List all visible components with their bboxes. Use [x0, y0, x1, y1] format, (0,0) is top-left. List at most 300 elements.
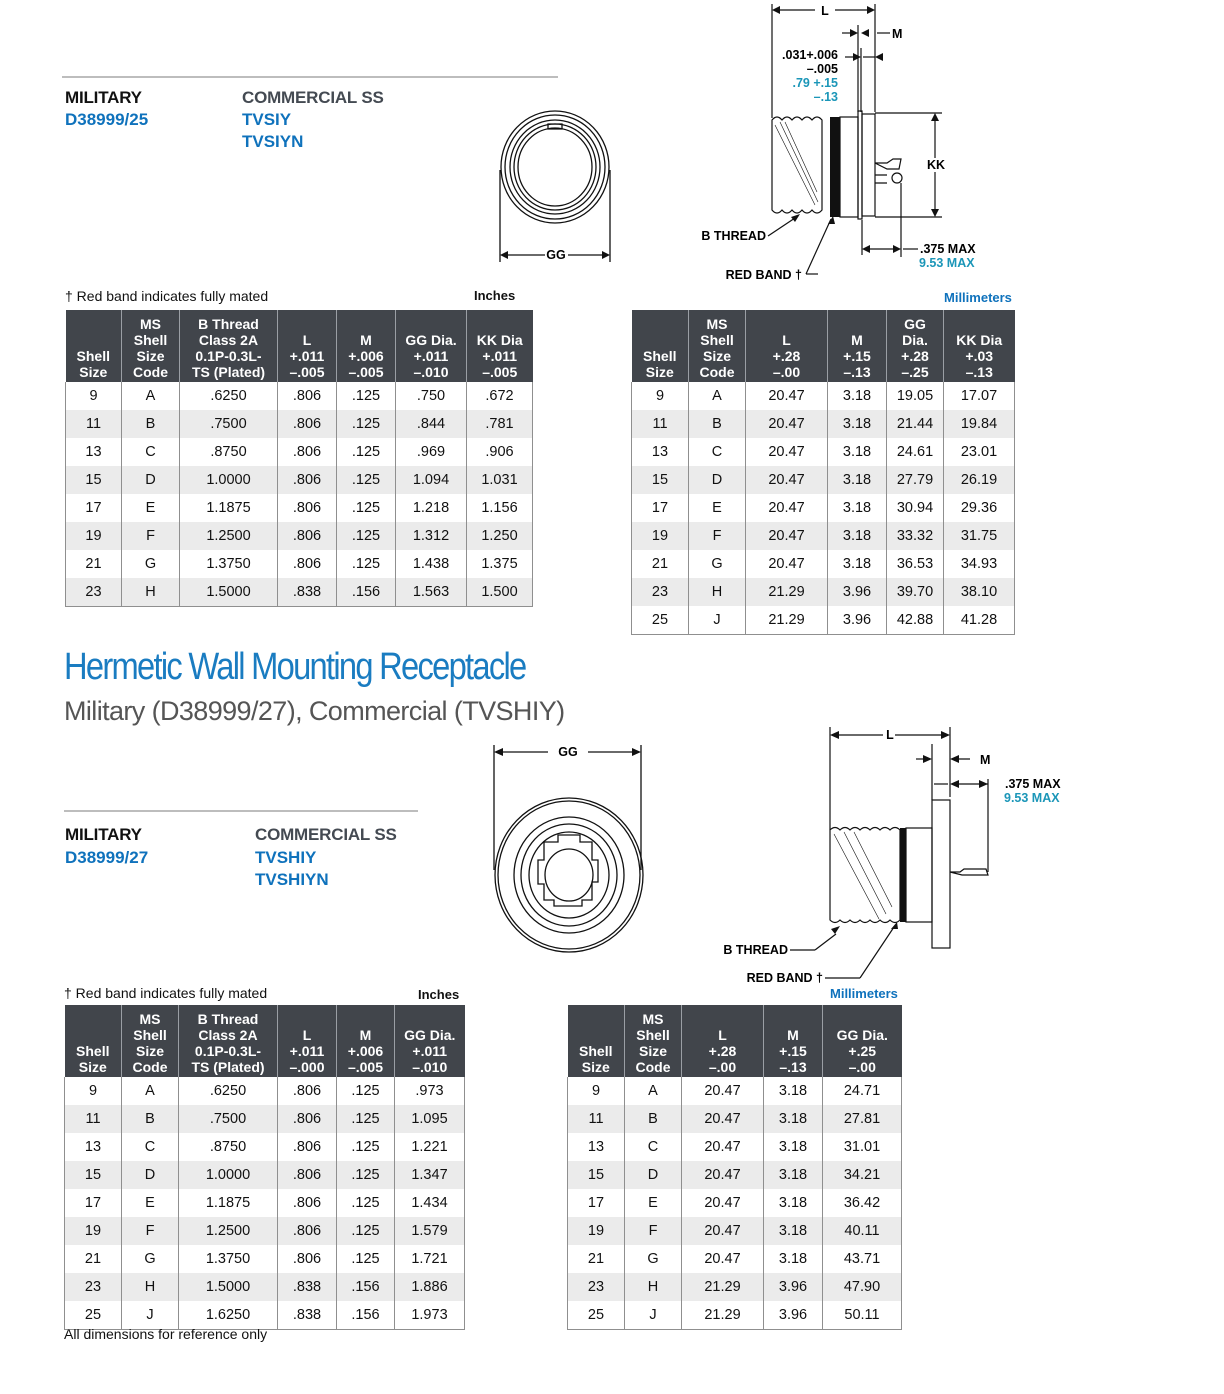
table-cell: 24.61	[887, 438, 944, 466]
table-cell: 21.44	[887, 410, 944, 438]
table-cell: F	[122, 1217, 179, 1245]
millimeters-label: Millimeters	[944, 290, 1012, 305]
table-row	[66, 438, 533, 466]
military-heading: MILITARY	[65, 88, 142, 107]
table-cell: A	[625, 1077, 682, 1105]
table-row	[568, 1077, 902, 1105]
millimeters-dimension-table	[631, 310, 1015, 635]
divider	[64, 810, 418, 812]
table-row	[568, 1133, 902, 1161]
table-cell: 1.221	[395, 1133, 465, 1161]
table-cell: 1.0000	[179, 1161, 278, 1189]
table-cell: 3.18	[828, 550, 887, 578]
table-cell: 1.563	[396, 578, 467, 607]
table-cell: .806	[278, 1077, 337, 1105]
table-cell: 3.96	[764, 1301, 823, 1330]
table-cell: 9	[66, 382, 122, 410]
l-dimension-label: L	[886, 728, 894, 742]
table-cell: 3.96	[828, 578, 887, 606]
side-view-drawing	[720, 722, 1080, 987]
kk-dimension-label: KK	[927, 158, 946, 172]
table-cell: 20.47	[682, 1245, 764, 1273]
table-cell: .806	[278, 1189, 337, 1217]
column-header: GG Dia. +.011 –.010	[395, 1005, 465, 1077]
table-row	[65, 1217, 465, 1245]
table-cell: 20.47	[682, 1217, 764, 1245]
table-header-row	[632, 310, 1015, 382]
table-cell: 1.438	[396, 550, 467, 578]
table-cell: 20.47	[746, 438, 828, 466]
table-cell: .806	[278, 466, 337, 494]
table-cell: .125	[337, 382, 396, 410]
table-row	[65, 1133, 465, 1161]
commercial-heading: COMMERCIAL SS	[242, 88, 384, 107]
table-cell: 50.11	[823, 1301, 902, 1330]
table-cell: .125	[337, 1245, 395, 1273]
table-row	[65, 1273, 465, 1301]
table-cell: .806	[278, 494, 337, 522]
table-cell: 9	[568, 1077, 625, 1105]
table-cell: 15	[65, 1161, 122, 1189]
table-cell: 1.973	[395, 1301, 465, 1330]
inches-label: Inches	[474, 288, 516, 303]
divider	[62, 76, 558, 78]
table-row	[66, 410, 533, 438]
table-cell: E	[122, 1189, 179, 1217]
column-header: L +.28 –.00	[746, 310, 828, 382]
table-cell: 1.094	[396, 466, 467, 494]
table-cell: .838	[278, 578, 337, 607]
table-cell: 20.47	[746, 550, 828, 578]
column-header: Shell Size	[632, 310, 689, 382]
flange-inch-tolerance: –.005	[806, 62, 838, 76]
table-cell: .672	[467, 382, 533, 410]
table-cell: .6250	[179, 1077, 278, 1105]
table-cell: 11	[66, 410, 122, 438]
table-cell: .969	[396, 438, 467, 466]
table-cell: 3.18	[764, 1161, 823, 1189]
commercial-part-number: TVSIYN	[242, 132, 304, 151]
table-row	[65, 1105, 465, 1133]
table-cell: 1.218	[396, 494, 467, 522]
table-cell: 23	[632, 578, 689, 606]
table-cell: H	[689, 578, 746, 606]
front-view-drawing	[488, 740, 650, 955]
table-cell: H	[122, 578, 180, 607]
table-cell: 19	[568, 1217, 625, 1245]
table-cell: 1.031	[467, 466, 533, 494]
table-cell: 47.90	[823, 1273, 902, 1301]
table-cell: 34.93	[944, 550, 1015, 578]
table-cell: 3.18	[828, 382, 887, 410]
table-cell: 29.36	[944, 494, 1015, 522]
column-header: B Thread Class 2A 0.1P-0.3L- TS (Plated)	[179, 1005, 278, 1077]
military-part-number: D38999/25	[65, 110, 149, 129]
commercial-part-number: TVSHIY	[255, 848, 317, 867]
column-header: L +.011 –.005	[278, 310, 337, 382]
table-cell: B	[122, 410, 180, 438]
column-header: GG Dia. +.011 –.010	[396, 310, 467, 382]
column-header: GG Dia. +.25 –.00	[823, 1005, 902, 1077]
table-cell: G	[625, 1245, 682, 1273]
military-heading: MILITARY	[65, 825, 142, 844]
column-header: M +.15 –.13	[764, 1005, 823, 1077]
table-cell: 20.47	[682, 1077, 764, 1105]
table-cell: 1.2500	[180, 522, 278, 550]
military-part-number: D38999/27	[65, 848, 149, 867]
table-cell: 27.81	[823, 1105, 902, 1133]
table-cell: 27.79	[887, 466, 944, 494]
max-mm-label: 9.53 MAX	[919, 256, 975, 270]
table-cell: F	[689, 522, 746, 550]
table-row	[66, 382, 533, 410]
table-cell: .8750	[180, 438, 278, 466]
table-cell: .7500	[180, 410, 278, 438]
section-title: Hermetic Wall Mounting Receptacle	[64, 646, 526, 688]
gg-dimension-label: GG	[546, 248, 566, 262]
table-row	[65, 1189, 465, 1217]
table-cell: J	[689, 606, 746, 635]
table-cell: D	[689, 466, 746, 494]
column-header: GG Dia. +.28 –.25	[887, 310, 944, 382]
table-cell: B	[122, 1105, 179, 1133]
table-cell: .806	[278, 410, 337, 438]
table-cell: 15	[66, 466, 122, 494]
table-cell: A	[122, 1077, 179, 1105]
table-cell: 1.312	[396, 522, 467, 550]
table-cell: 19.84	[944, 410, 1015, 438]
table-cell: 31.75	[944, 522, 1015, 550]
table-row	[568, 1273, 902, 1301]
table-cell: 36.53	[887, 550, 944, 578]
table-cell: G	[122, 550, 180, 578]
table-cell: 20.47	[682, 1161, 764, 1189]
table-cell: 13	[66, 438, 122, 466]
column-header: B Thread Class 2A 0.1P-0.3L- TS (Plated)	[180, 310, 278, 382]
side-view-drawing	[690, 0, 1020, 290]
table-cell: 1.434	[395, 1189, 465, 1217]
table-cell: .750	[396, 382, 467, 410]
table-cell: 20.47	[682, 1133, 764, 1161]
table-row	[568, 1301, 902, 1330]
table-row	[66, 522, 533, 550]
table-cell: .806	[278, 1161, 337, 1189]
table-cell: 30.94	[887, 494, 944, 522]
table-cell: J	[122, 1301, 179, 1330]
table-cell: 21.29	[682, 1273, 764, 1301]
table-cell: D	[625, 1161, 682, 1189]
table-cell: .156	[337, 1273, 395, 1301]
table-cell: C	[689, 438, 746, 466]
table-cell: 26.19	[944, 466, 1015, 494]
table-cell: 20.47	[746, 382, 828, 410]
table-cell: .838	[278, 1273, 337, 1301]
column-header: KK Dia +.011 –.005	[467, 310, 533, 382]
table-cell: 1.886	[395, 1273, 465, 1301]
table-cell: 24.71	[823, 1077, 902, 1105]
table-cell: 20.47	[746, 410, 828, 438]
table-cell: 21	[66, 550, 122, 578]
table-cell: .838	[278, 1301, 337, 1330]
table-row	[66, 550, 533, 578]
table-cell: 20.47	[682, 1189, 764, 1217]
table-cell: .125	[337, 1217, 395, 1245]
table-cell: 19	[632, 522, 689, 550]
table-cell: 1.375	[467, 550, 533, 578]
table-cell: 17	[65, 1189, 122, 1217]
table-cell: 1.0000	[180, 466, 278, 494]
table-cell: E	[689, 494, 746, 522]
table-cell: .125	[337, 550, 396, 578]
table-cell: .125	[337, 1161, 395, 1189]
table-cell: 3.18	[828, 494, 887, 522]
table-cell: .806	[278, 1245, 337, 1273]
table-cell: 1.095	[395, 1105, 465, 1133]
table-cell: A	[122, 382, 180, 410]
table-cell: 13	[632, 438, 689, 466]
column-header: M +.006 –.005	[337, 310, 396, 382]
m-dimension-label: M	[892, 27, 903, 41]
table-cell: 17	[66, 494, 122, 522]
table-cell: 21	[65, 1245, 122, 1273]
column-header: Shell Size	[568, 1005, 625, 1077]
table-cell: A	[689, 382, 746, 410]
table-cell: 38.10	[944, 578, 1015, 606]
table-cell: .806	[278, 550, 337, 578]
table-cell: .125	[337, 1077, 395, 1105]
column-header: Shell Size	[65, 1005, 122, 1077]
inches-label: Inches	[418, 987, 460, 1002]
column-header: MS Shell Size Code	[689, 310, 746, 382]
table-cell: 42.88	[887, 606, 944, 635]
table-cell: 23	[66, 578, 122, 607]
table-row	[66, 578, 533, 607]
table-cell: 13	[65, 1133, 122, 1161]
table-cell: 15	[568, 1161, 625, 1189]
table-cell: 40.11	[823, 1217, 902, 1245]
table-row	[632, 438, 1015, 466]
table-cell: .806	[278, 382, 337, 410]
table-header-row	[66, 310, 533, 382]
commercial-heading: COMMERCIAL SS	[255, 825, 397, 844]
table-cell: 1.250	[467, 522, 533, 550]
table-header-row	[65, 1005, 465, 1077]
table-cell: C	[122, 1133, 179, 1161]
table-cell: .125	[337, 1105, 395, 1133]
table-cell: 34.21	[823, 1161, 902, 1189]
reference-footnote: All dimensions for reference only	[64, 1326, 268, 1342]
table-cell: .125	[337, 494, 396, 522]
table-cell: 33.32	[887, 522, 944, 550]
column-header: M +.15 –.13	[828, 310, 887, 382]
table-cell: 19	[66, 522, 122, 550]
table-cell: 41.28	[944, 606, 1015, 635]
column-header: L +.011 –.000	[278, 1005, 337, 1077]
table-cell: .973	[395, 1077, 465, 1105]
flange-inch-dimension: .031+.006	[782, 48, 838, 62]
table-row	[65, 1245, 465, 1273]
table-cell: 1.1875	[179, 1189, 278, 1217]
table-cell: 19.05	[887, 382, 944, 410]
table-cell: .806	[278, 522, 337, 550]
table-cell: 3.18	[828, 438, 887, 466]
table-cell: 25	[632, 606, 689, 635]
table-cell: J	[625, 1301, 682, 1330]
table-cell: 1.500	[467, 578, 533, 607]
table-cell: 25	[568, 1301, 625, 1330]
table-cell: .125	[337, 522, 396, 550]
table-cell: G	[122, 1245, 179, 1273]
table-cell: .8750	[179, 1133, 278, 1161]
table-cell: 31.01	[823, 1133, 902, 1161]
table-cell: .6250	[180, 382, 278, 410]
red-band-note: † Red band indicates fully mated	[64, 985, 268, 1001]
table-cell: 9	[632, 382, 689, 410]
inches-dimension-table	[65, 310, 533, 607]
table-cell: 21	[568, 1245, 625, 1273]
table-cell: .125	[337, 1133, 395, 1161]
table-cell: 1.5000	[180, 578, 278, 607]
table-row	[66, 494, 533, 522]
m-dimension-label: M	[980, 753, 991, 767]
millimeters-label: Millimeters	[830, 986, 898, 1001]
table-cell: 1.156	[467, 494, 533, 522]
table-cell: E	[122, 494, 180, 522]
table-cell: 11	[632, 410, 689, 438]
table-cell: 11	[65, 1105, 122, 1133]
table-cell: 3.18	[764, 1245, 823, 1273]
table-cell: B	[625, 1105, 682, 1133]
table-cell: 3.18	[764, 1133, 823, 1161]
table-cell: 11	[568, 1105, 625, 1133]
table-cell: 3.18	[828, 466, 887, 494]
table-row	[568, 1105, 902, 1133]
table-cell: 1.3750	[180, 550, 278, 578]
table-row	[65, 1077, 465, 1105]
table-cell: D	[122, 1161, 179, 1189]
commercial-part-number: TVSIY	[242, 110, 292, 129]
commercial-part-number: TVSHIYN	[255, 870, 329, 889]
table-row	[632, 466, 1015, 494]
table-cell: .125	[337, 410, 396, 438]
flange-mm-dimension: .79 +.15	[792, 76, 838, 90]
table-row	[632, 410, 1015, 438]
table-cell: C	[625, 1133, 682, 1161]
table-cell: .781	[467, 410, 533, 438]
millimeters-dimension-table	[567, 1005, 902, 1330]
table-cell: 13	[568, 1133, 625, 1161]
table-cell: .906	[467, 438, 533, 466]
table-cell: 1.721	[395, 1245, 465, 1273]
table-cell: 15	[632, 466, 689, 494]
table-cell: 3.18	[828, 410, 887, 438]
table-cell: .125	[337, 438, 396, 466]
table-cell: 23	[568, 1273, 625, 1301]
table-cell: 21.29	[682, 1301, 764, 1330]
table-cell: D	[122, 466, 180, 494]
section-subtitle: Military (D38999/27), Commercial (TVSHIY)	[64, 696, 565, 726]
table-cell: 23.01	[944, 438, 1015, 466]
table-cell: B	[689, 410, 746, 438]
table-cell: .806	[278, 438, 337, 466]
front-view-drawing	[490, 100, 620, 270]
red-band-note: † Red band indicates fully mated	[65, 288, 269, 304]
table-cell: H	[625, 1273, 682, 1301]
table-row	[632, 494, 1015, 522]
column-header: MS Shell Size Code	[625, 1005, 682, 1077]
column-header: KK Dia +.03 –.13	[944, 310, 1015, 382]
table-cell: 19	[65, 1217, 122, 1245]
max-inch-label: .375 MAX	[920, 242, 976, 256]
table-cell: F	[625, 1217, 682, 1245]
red-band-label: RED BAND †	[725, 268, 802, 282]
table-cell: H	[122, 1273, 179, 1301]
table-cell: .844	[396, 410, 467, 438]
max-inch-label: .375 MAX	[1005, 777, 1061, 791]
table-cell: .125	[337, 466, 396, 494]
table-row	[568, 1161, 902, 1189]
b-thread-label: B THREAD	[723, 943, 788, 957]
column-header: M +.006 –.005	[337, 1005, 395, 1077]
table-cell: 3.18	[828, 522, 887, 550]
table-cell: 17	[568, 1189, 625, 1217]
table-row	[632, 606, 1015, 635]
table-cell: G	[689, 550, 746, 578]
table-row	[568, 1189, 902, 1217]
column-header: MS Shell Size Code	[122, 1005, 179, 1077]
column-header: L +.28 –.00	[682, 1005, 764, 1077]
table-cell: .806	[278, 1133, 337, 1161]
table-cell: F	[122, 522, 180, 550]
table-cell: 3.18	[764, 1217, 823, 1245]
table-cell: 20.47	[682, 1105, 764, 1133]
gg-dimension-label: GG	[558, 745, 578, 759]
table-cell: 21.29	[746, 578, 828, 606]
table-cell: 9	[65, 1077, 122, 1105]
table-cell: E	[625, 1189, 682, 1217]
table-cell: 39.70	[887, 578, 944, 606]
table-cell: 25	[65, 1301, 122, 1330]
table-cell: .806	[278, 1105, 337, 1133]
table-cell: .806	[278, 1217, 337, 1245]
table-header-row	[568, 1005, 902, 1077]
inches-dimension-table	[64, 1005, 465, 1330]
table-cell: 23	[65, 1273, 122, 1301]
table-cell: 17.07	[944, 382, 1015, 410]
table-cell: 20.47	[746, 466, 828, 494]
table-row	[65, 1161, 465, 1189]
table-cell: .7500	[179, 1105, 278, 1133]
table-cell: 21.29	[746, 606, 828, 635]
table-row	[632, 550, 1015, 578]
table-row	[632, 382, 1015, 410]
column-header: Shell Size	[66, 310, 122, 382]
table-cell: 3.96	[764, 1273, 823, 1301]
l-dimension-label: L	[821, 4, 829, 18]
table-cell: 3.96	[828, 606, 887, 635]
table-cell: 20.47	[746, 522, 828, 550]
table-cell: 1.5000	[179, 1273, 278, 1301]
table-row	[66, 466, 533, 494]
max-mm-label: 9.53 MAX	[1004, 791, 1060, 805]
table-row	[632, 522, 1015, 550]
table-cell: 20.47	[746, 494, 828, 522]
table-cell: 21	[632, 550, 689, 578]
table-cell: 1.3750	[179, 1245, 278, 1273]
table-row	[568, 1217, 902, 1245]
table-cell: 1.2500	[179, 1217, 278, 1245]
table-row	[568, 1245, 902, 1273]
